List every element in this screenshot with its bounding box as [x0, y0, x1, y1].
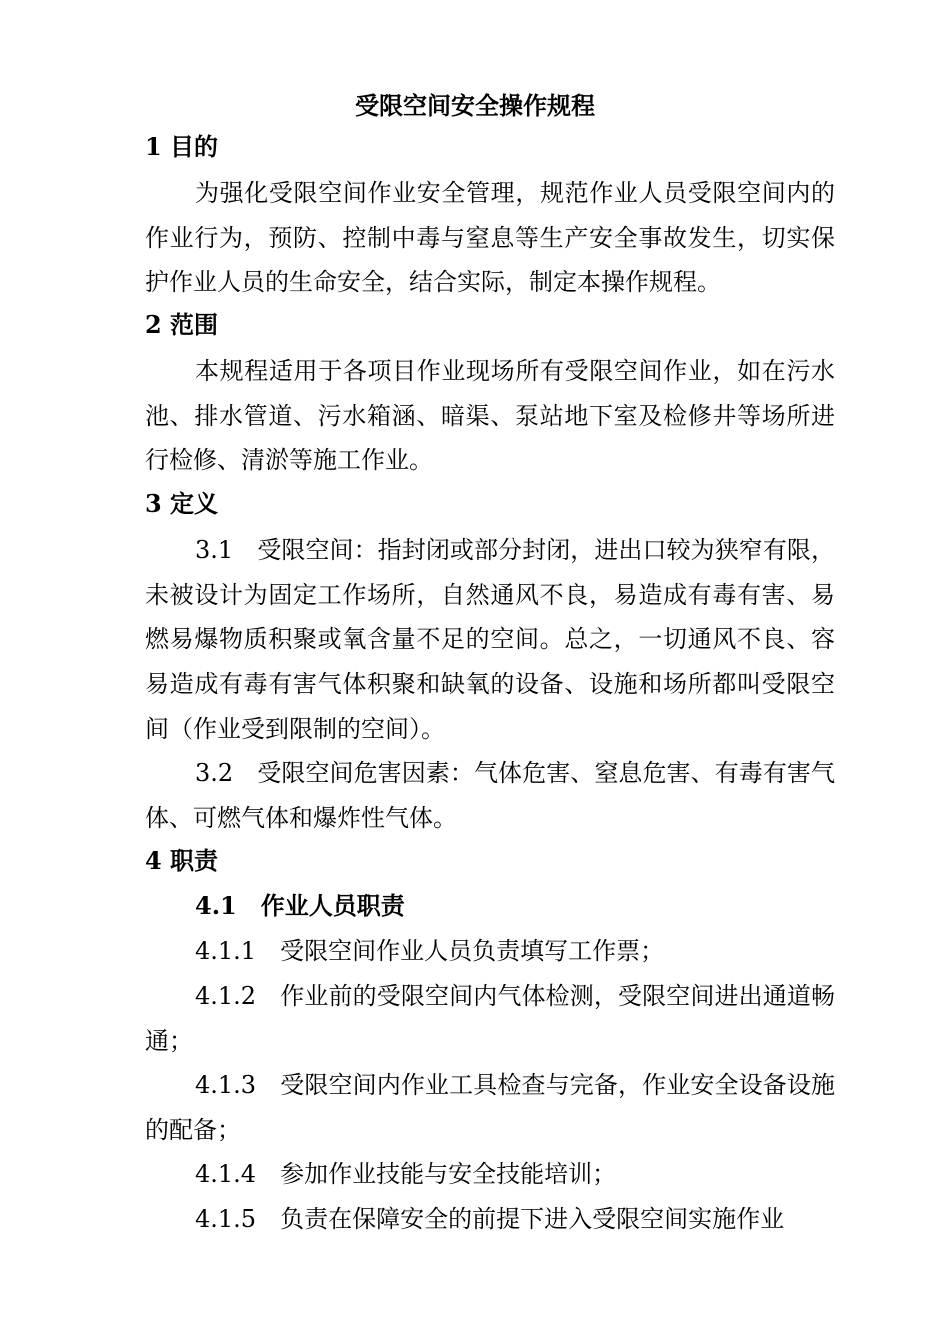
duty-item: 4.1.4 参加作业技能与安全技能培训； — [195, 1160, 617, 1188]
section-heading-scope: 2 范围 — [145, 310, 219, 339]
document-title: 受限空间安全操作规程 — [355, 91, 595, 120]
duty-item: 4.1.1 受限空间作业人员负责填写工作票； — [195, 937, 665, 965]
subsection-heading-worker-duties: 4.1 作业人员职责 — [195, 891, 405, 920]
definition-item: 3.2 受限空间危害因素：气体危害、窒息危害、有毒有害气体、可燃气体和爆炸性气体。 — [145, 759, 835, 832]
duty-item: 4.1.2 作业前的受限空间内气体检测，受限空间进出通道畅通； — [145, 982, 835, 1055]
duty-item: 4.1.5 负责在保障安全的前提下进入受限空间实施作业 — [195, 1205, 785, 1233]
section-heading-purpose: 1 目的 — [145, 132, 219, 161]
section-heading-duties: 4 职责 — [145, 846, 219, 875]
scope-paragraph: 本规程适用于各项目作业现场所有受限空间作业，如在污水池、排水管道、污水箱涵、暗渠、泵站地下室及检修井等场所进行检修、清淤等施工作业。 — [145, 357, 835, 475]
purpose-paragraph: 为强化受限空间作业安全管理，规范作业人员受限空间内的作业行为，预防、控制中毒与窒息等生产安全事故发生，切实保护作业人员的生命安全，结合实际，制定本操作规程。 — [145, 179, 835, 297]
section-heading-definitions: 3 定义 — [145, 489, 219, 518]
definition-item: 3.1 受限空间：指封闭或部分封闭，进出口较为狭窄有限，未被设计为固定工作场所，自然通风不良，易造成有毒有害、易燃易爆物质积聚或氧含量不足的空间。总之，一切通风不良、容易造成有毒有害气体积聚和缺氧的设备、设施和场所都叫受限空间（作业受到限制的空间）。 — [145, 536, 835, 743]
duty-item: 4.1.3 受限空间内作业工具检查与完备，作业安全设备设施的配备； — [145, 1071, 835, 1144]
